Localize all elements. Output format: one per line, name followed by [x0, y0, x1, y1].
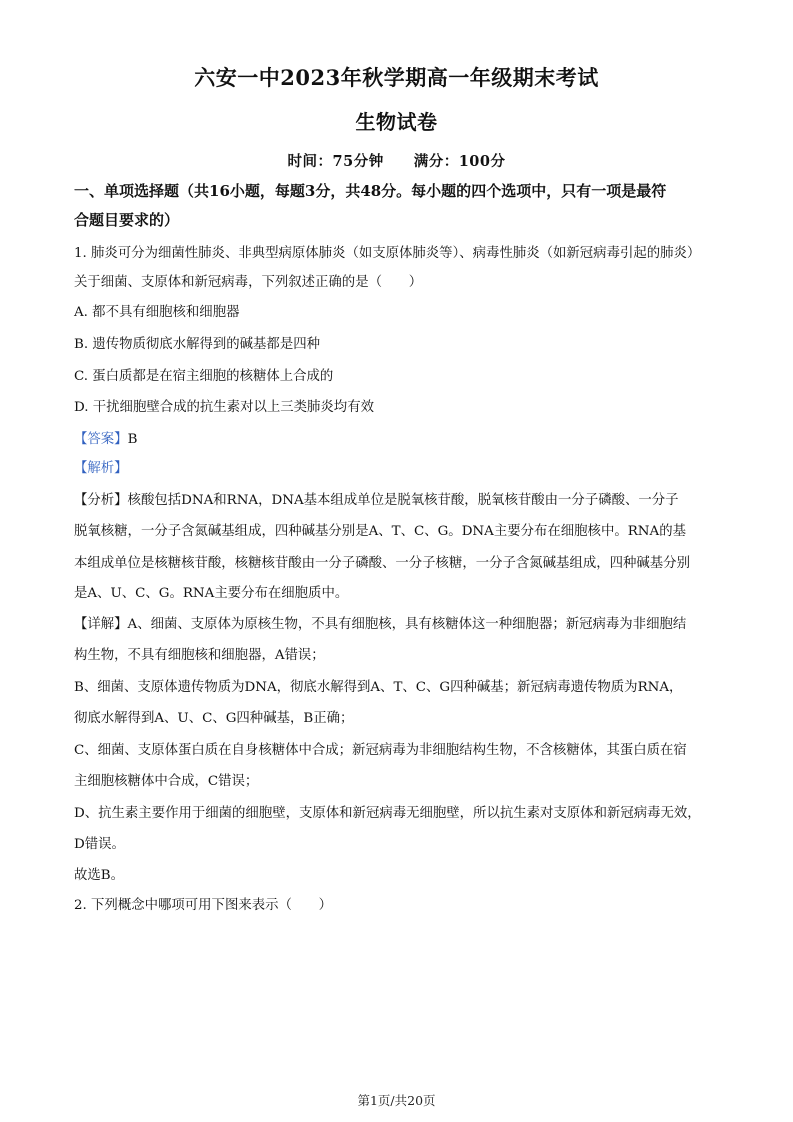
question-1-stem: 1. 肺炎可分为细菌性肺炎、非典型病原体肺炎（如支原体肺炎等）、病毒性肺炎（如新冠病毒引起的肺炎）: [74, 246, 701, 261]
answer-value: B: [127, 432, 138, 447]
analysis-line: 脱氧核糖，一分子含氮碱基组成，四种碱基分别是A、T、C、G。DNA主要分布在细胞核中。RNA的基: [74, 524, 686, 539]
detail-line: D错误。: [74, 837, 125, 852]
detail-line: B、细菌、支原体遗传物质为DNA，彻底水解得到A、T、C、G四种碱基；新冠病毒遗传物质为RNA，: [74, 680, 683, 695]
question-1-stem-cont: 关于细菌、支原体和新冠病毒，下列叙述正确的是（ ）: [74, 275, 423, 290]
option-b: B. 遗传物质彻底水解得到的碱基都是四种: [74, 337, 320, 352]
section-heading: 一、单项选择题（共16小题，每题3分，共48分。每小题的四个选项中，只有一项是最符: [74, 182, 667, 200]
exam-meta: [0, 150, 793, 171]
subject-title: 生物试卷: [355, 110, 438, 134]
score-label: 满分：100分: [413, 153, 506, 170]
detail-line: 构生物，不具有细胞核和细胞器，A错误；: [74, 648, 325, 663]
detail-line: 主细胞核糖体中合成，C错误；: [74, 774, 259, 789]
exam-title: 六安一中2023年秋学期高一年级期末考试: [194, 65, 599, 90]
answer-row: [74, 431, 137, 449]
section-heading-cont: 合题目要求的）: [74, 211, 180, 229]
detail-line: 彻底水解得到A、U、C、G四种碱基，B正确；: [74, 711, 354, 726]
analysis-line: 是A、U、C、G。RNA主要分布在细胞质中。: [74, 586, 349, 601]
analysis-label: 【解析】: [74, 461, 128, 476]
option-d: D. 干扰细胞壁合成的抗生素对以上三类肺炎均有效: [74, 400, 374, 415]
detail-line: 故选B。: [74, 868, 125, 883]
page-footer: 第1页/共20页: [357, 1093, 436, 1108]
analysis-line: 【分析】核酸包括DNA和RNA，DNA基本组成单位是脱氧核苷酸，脱氧核苷酸由一分子磷酸、一分子: [74, 493, 679, 508]
detail-line: C、细菌、支原体蛋白质在自身核糖体中合成；新冠病毒为非细胞结构生物，不含核糖体，其蛋白质在宿: [74, 743, 687, 758]
question-2-stem: 2. 下列概念中哪项可用下图来表示（ ）: [74, 898, 333, 913]
option-c: C. 蛋白质都是在宿主细胞的核糖体上合成的: [74, 369, 334, 384]
detail-line: 【详解】A、细菌、支原体为原核生物，不具有细胞核，具有核糖体这一种细胞器；新冠病毒为非细胞结: [74, 617, 687, 632]
detail-line: D、抗生素主要作用于细菌的细胞壁，支原体和新冠病毒无细胞壁，所以抗生素对支原体和新冠病毒无效，: [74, 806, 701, 821]
analysis-line: 本组成单位是核糖核苷酸，核糖核苷酸由一分子磷酸、一分子核糖，一分子含氮碱基组成，四种碱基分别: [74, 556, 690, 571]
option-a: A. 都不具有细胞核和细胞器: [74, 305, 240, 320]
time-label: 时间：75分钟: [287, 153, 384, 170]
answer-label: 【答案】: [74, 432, 128, 447]
